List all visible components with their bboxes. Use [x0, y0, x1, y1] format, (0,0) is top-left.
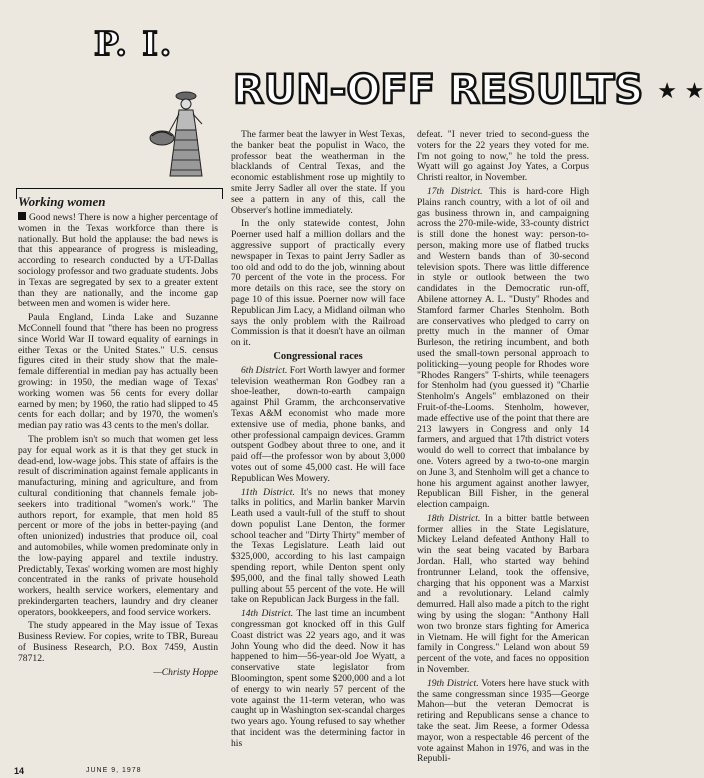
section-logo [94, 24, 182, 64]
article-paragraph: In the only statewide contest, John Poerner used half a million dollars and the aggressive support of practically every newspaper in Texas to paint Jerry Sadler as too old and odd to do the job, winning about 70 percent of the vote in the process. For more details on this race, see the story on page 10 of this issue. Poerner now will face Republican Jim Lacy, a Midland oilman who says the only problem with the Railroad Commission is that it doesn't have an oilman on it. [231, 218, 405, 349]
race-paragraph: 18th District. In a bitter battle between former allies in the State Legislature, Mickey Leland defeated Anthony Hall to win the seat being vacated by Barbara Jordan. Hall, who started way behind frontrunner Leland, took the offensive, charging that his opponent was a Marxist and a revolutionary. Leland calmly demurred. Hall also made a pitch to the right wing by using the slogan: "Anthony Hall won two bronze stars fighting for America in Vietnam. He will fight for the American family in Congress." Leland won about 59 percent of the vote, and faces no opposition in November. [417, 512, 590, 676]
article-column-2 [417, 130, 589, 768]
bullet-square-icon [18, 212, 26, 220]
headline-text: RUN-OFF RESULTS [233, 67, 644, 113]
section-subhead: Congressional races [273, 350, 363, 362]
sidebar-paragraph: Paula England, Linda Lake and Suzanne McConnell found that "there has been no progress since World War II toward equality of earnings in either Texas or the United States." U.S. census figures cited in their study show that the male-female differential in median pay has actually been growing: in 1950, the median wage of Texas' working women was 56 cents for every dollar earned by men; by 1960, the ratio had slipped to 45 cents for each dollar; and by 1970, the women's median pay ratio was 43 cents to the men's dollar. [18, 312, 218, 432]
race-paragraph: 6th District. Fort Worth lawyer and former television weatherman Ron Godbey ran a shoe-leather, down-to-earth campaign against Phil Gramm, the archconservative Texas A&M economist who made more extensive use of media, phone banks, and other professional campaign devices. Gramm outspent Godbey about three to one, and it paid off—the professor won by about 3,000 votes out of some 45,000 cast. He will face Republican Wes Mowery. [231, 364, 405, 484]
woman-with-basket-illustration [146, 90, 222, 178]
sidebar-paragraph: The study appeared in the May issue of Texas Business Review. For copies, write to TBR, Bureau of Business Research, P.O. Box 7459, Austin 78712. [18, 620, 218, 664]
page-number: 14 [14, 766, 25, 776]
star-ornaments: ★ ★ [657, 79, 704, 104]
article-paragraph: The farmer beat the lawyer in West Texas, the banker beat the populist in Waco, the professor beat the weatherman in the blacklands of Central Texas, and the economic establishment rose up mightily to smite Jerry Sadler all over the state. If you see a pattern in any of this, call the Observer's hotline immediately. [231, 129, 405, 216]
race-paragraph: 19th District. Voters here have stuck with the same congressman since 1935—George Mahon—but the veteran Democrat is retiring and Republicans sense a chance to take the seat. Jim Reese, a former Odessa mayor, won a respectable 46 percent of the vote against Mahon in 1976, and was in the Republi- [417, 677, 589, 765]
section-logo-text: P. I. [94, 24, 174, 63]
headline [233, 62, 704, 132]
sidebar-paragraph: Good news! There is now a higher percentage of women in the Texas workforce than there is nationally. But hold the applause: the bad news is that this appearance of progress is misleading, according to research conducted by a UT-Dallas sociology professor and two graduate students. Jobs in Texas are segregated by sex to a greater extent than they are nationally, and the income gap between men and women is wider here. [18, 212, 218, 310]
byline: —Christy Hoppe [153, 666, 218, 678]
race-paragraph: 17th District. This is hard-core High Plains ranch country, with a lot of oil and gas business thrown in, and campaigning across the 270-mile-wide, 33-county district is still done the honest way: person-to-person, making more use of flatbed trucks and Western bands than of 30-second television spots. There was little difference in style or outlook between the two candidates in the Democratic run-off, Abilene attorney A. L. "Dusty" Rhodes and Stamford farmer Charles Stenholm. Both are conservatives who pledged to carry on pretty much in the manner of Omar Burleson, the retiring incumbent, and both used the small-town personal approach to politicking—young people for Rhodes wore "Rhodes Rangers" T-shirts, while teenagers for Stenholm had (you guessed it) "Charlie Stenholm's Angels" emblazoned on their Fruit-of-the-Looms. Stenholm, however, made effective use of the point that there are 213 lawyers in Congress and only 14 farmers, and argued that 17th district voters would do well to correct that imbalance by one. Voters agreed by a two-to-one margin on June 3, and Stenholm will get a chance to hone his argument against another lawyer, Republican Bill Fisher, in the general election campaign. [417, 185, 590, 511]
article-paragraph: defeat. "I never tried to second-guess the voters for the 22 years they voted for me. I'm not going to now," he told the press. Wyatt will go against Joy Yates, a Corpus Christi realtor, in November. [417, 129, 589, 184]
issue-date: JUNE 9, 1978 [86, 767, 142, 774]
sidebar-paragraph: The problem isn't so much that women get less pay for equal work as it is that they get stuck in dead-end, low-wage jobs. This state of affairs is the result of discrimination against female applicants in manufacturing, mining and agriculture, and from cultural conditioning that channels female job-seekers into traditional "women's work." The authors report, for example, that men hold 85 percent or more of the jobs in better-paying (and often unionized) industries that produce oil, coal and automobiles, while women predominate only in the low-paying apparel and textile industry. Predictably, Texas' working women are most highly concentrated in the ranks of private household workers, health service workers, elementary and prekindergarten teachers, laundry and dry cleaner operators, bookkeepers, and food service workers. [18, 433, 218, 618]
article-column-1 [231, 130, 405, 753]
sidebar-title: Working women [18, 194, 106, 209]
sidebar-column [18, 212, 218, 681]
race-paragraph: 14th District. The last time an incumbent congressman got knocked off in this Gulf Coast district was 22 years ago, and it was John Young who did the deed. Now it has happened to him—56-year-old Joe Wyatt, a conservative state legislator from Bloomington, spent some $200,000 and a lot of energy to win nearly 57 percent of the vote against the 11-term veteran, who was caught up in Washington sex-scandal charges two years ago. Young refused to say whether that incident was the determining factor in his [231, 608, 405, 749]
race-paragraph: 11th District. It's no news that money talks in politics, and Marlin banker Marvin Leath used a vault-full of the stuff to shout down populist Lane Denton, the former school teacher and "Dirty Thirty" member of the Texas Legislature. Leath laid out $325,000, according to his last campaign spending report, while Denton spent only $95,000, and the final tally showed Leath pulling about 55 percent of the vote. He will take on Republican Jack Burgess in the fall. [231, 486, 405, 606]
